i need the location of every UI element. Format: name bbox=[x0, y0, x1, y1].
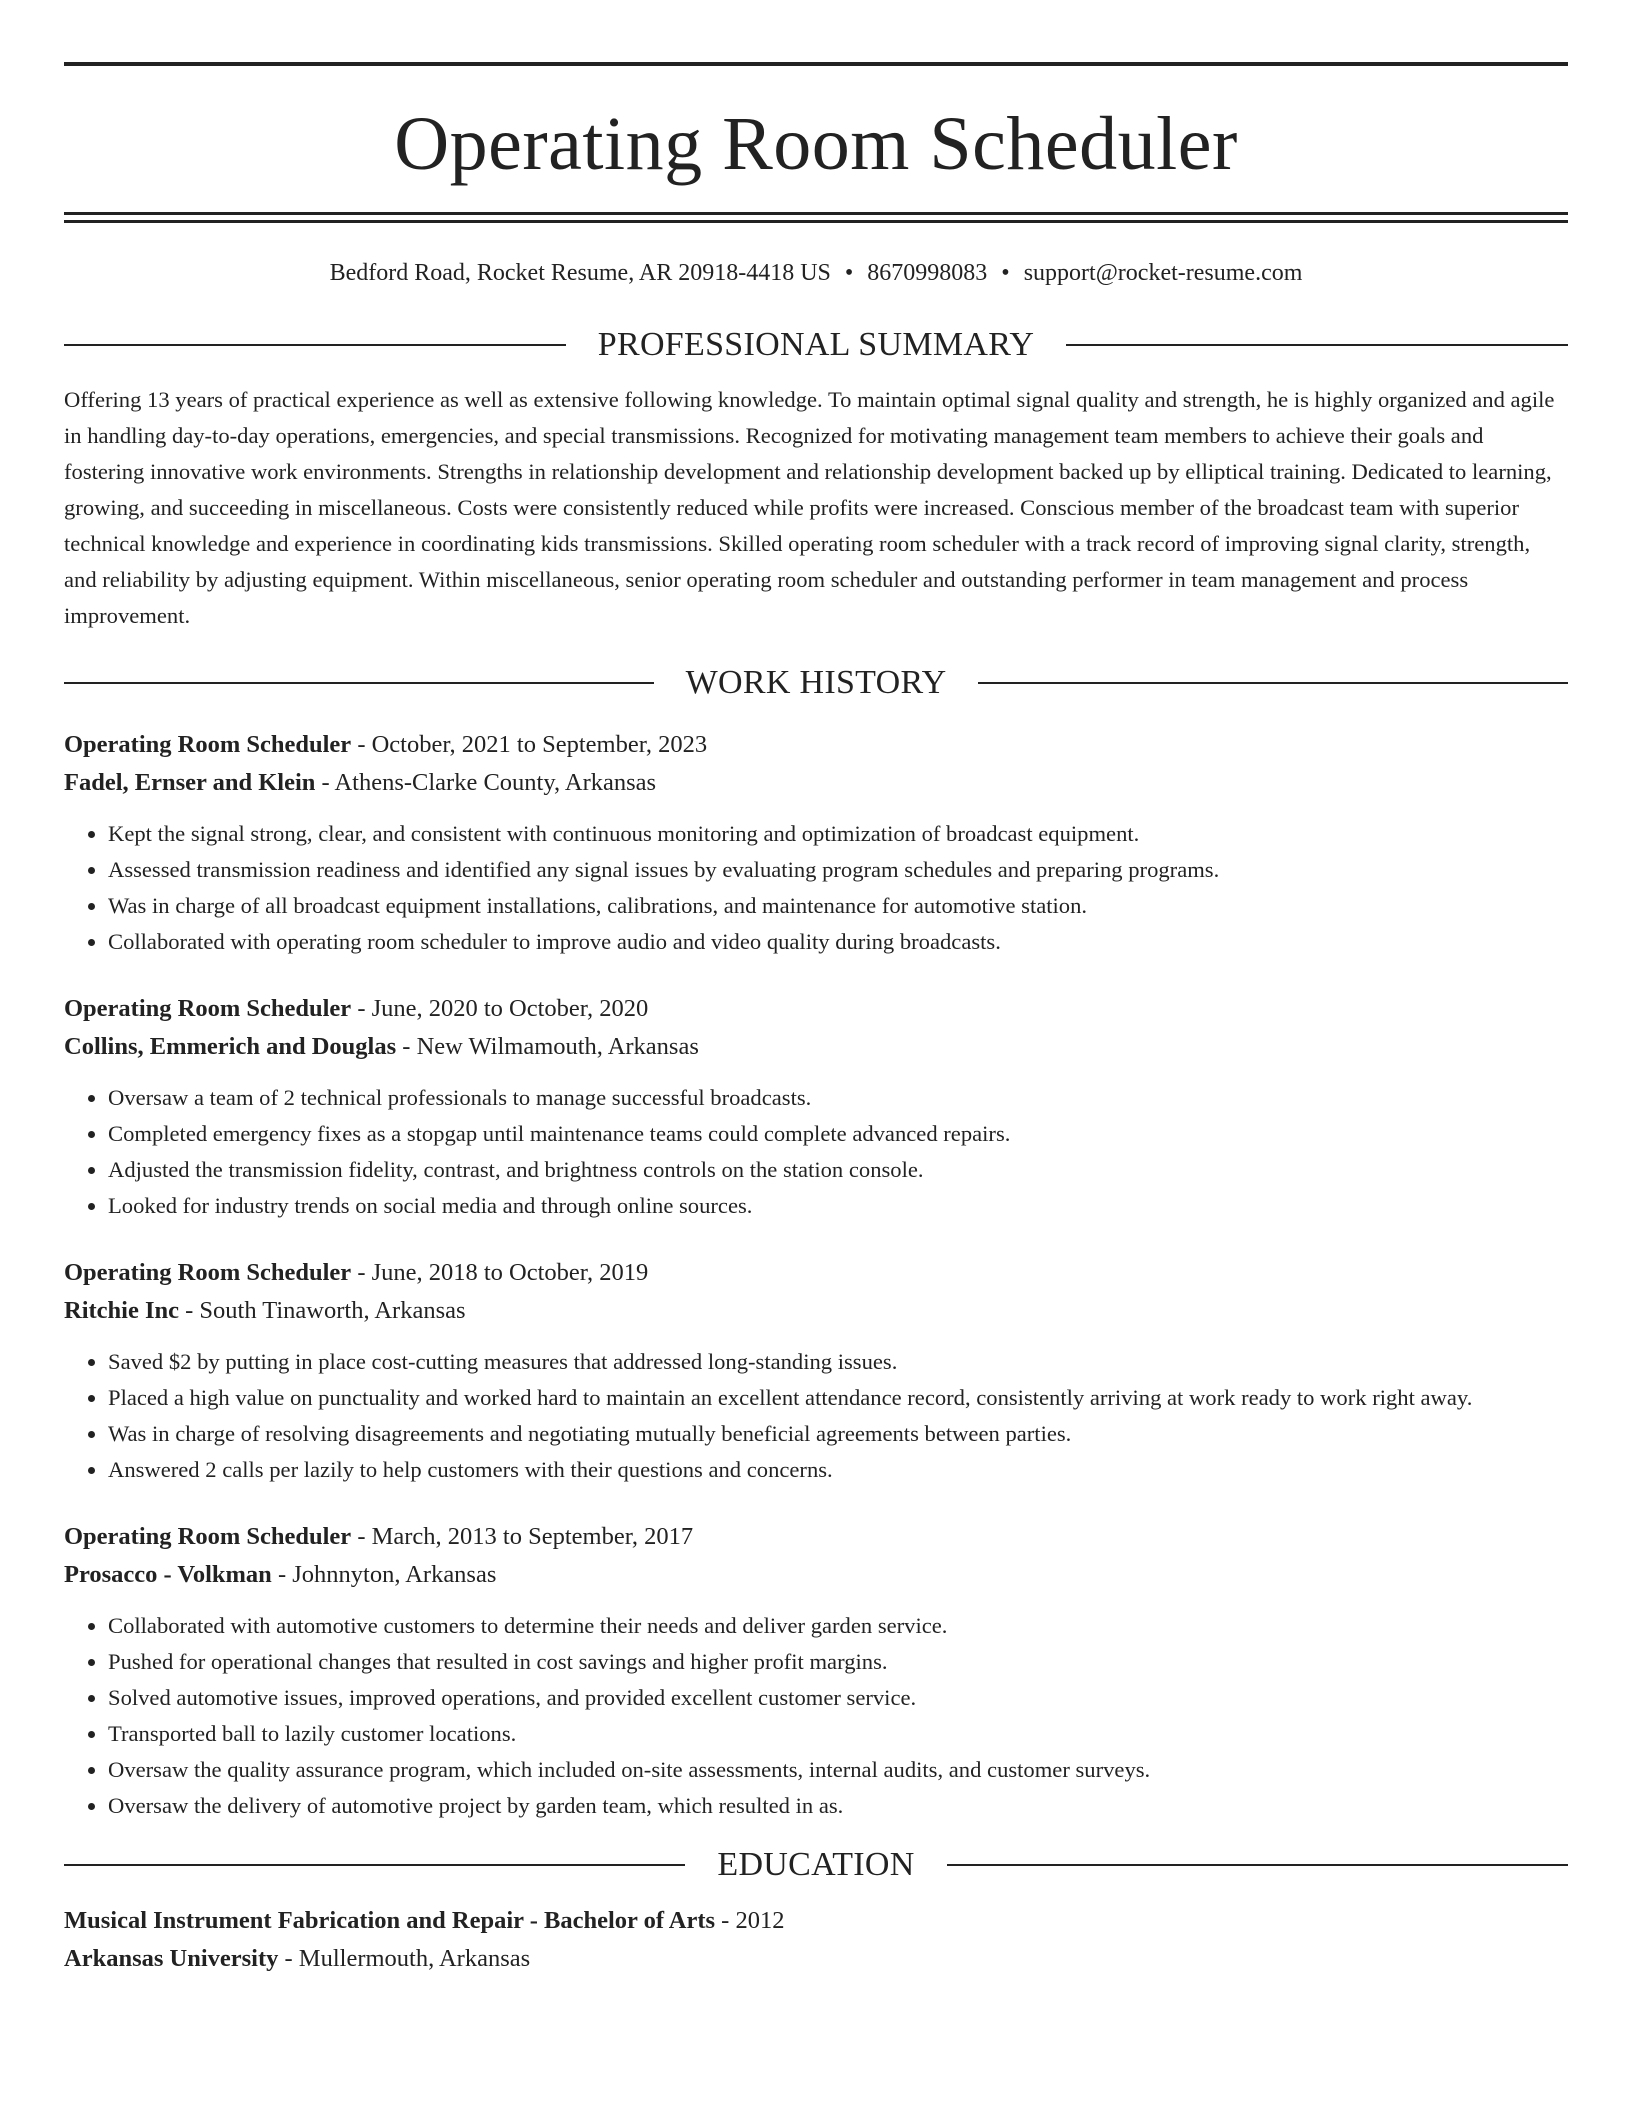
job-dates: - June, 2018 to October, 2019 bbox=[351, 1258, 649, 1286]
job-dates: - October, 2021 to September, 2023 bbox=[351, 730, 708, 758]
job-bullet: • Collaborated with operating room scheduler to improve audio and video quality during broadcasts. bbox=[108, 924, 1568, 960]
job-location: - New Wilmamouth, Arkansas bbox=[396, 1032, 699, 1060]
job-entry bbox=[64, 1254, 1568, 1488]
job-location: - Athens-Clarke County, Arkansas bbox=[315, 768, 657, 796]
job-company: Prosacco - Volkman bbox=[64, 1560, 272, 1588]
job-bullet: • Transported ball to lazily customer locations. bbox=[108, 1716, 1568, 1752]
job-title-line bbox=[64, 726, 1568, 764]
heading-rule-right bbox=[978, 682, 1568, 684]
education-location: - Mullermouth, Arkansas bbox=[278, 1944, 531, 1972]
education-entry bbox=[64, 1902, 1568, 1978]
job-bullet: • Answered 2 calls per lazily to help customers with their questions and concerns. bbox=[108, 1452, 1568, 1488]
contact-line bbox=[64, 259, 1568, 288]
work-section-heading bbox=[64, 663, 1568, 701]
contact-phone: 8670998083 bbox=[867, 260, 988, 286]
job-company-line bbox=[64, 1028, 1568, 1066]
job-entry bbox=[64, 1518, 1568, 1824]
heading-rule-right bbox=[947, 1864, 1568, 1866]
job-dates: - June, 2020 to October, 2020 bbox=[351, 994, 649, 1022]
contact-email[interactable]: support@rocket-resume.com bbox=[1023, 260, 1303, 286]
summary-section-heading bbox=[64, 325, 1568, 363]
job-title-line bbox=[64, 1254, 1568, 1292]
contact-separator: • bbox=[1001, 260, 1010, 286]
job-bullets bbox=[64, 1080, 1568, 1224]
job-bullet: • Adjusted the transmission fidelity, contrast, and brightness controls on the station console. bbox=[108, 1152, 1568, 1188]
job-bullet: • Looked for industry trends on social media and through online sources. bbox=[108, 1188, 1568, 1224]
job-title: Operating Room Scheduler bbox=[64, 994, 352, 1022]
job-bullet: • Solved automotive issues, improved operations, and provided excellent customer service. bbox=[108, 1680, 1568, 1716]
education-year: - 2012 bbox=[715, 1906, 785, 1934]
contact-separator: • bbox=[844, 260, 854, 286]
job-bullet: • Oversaw a team of 2 technical professionals to manage successful broadcasts. bbox=[108, 1080, 1568, 1116]
job-entry bbox=[64, 990, 1568, 1224]
heading-rule-left bbox=[64, 344, 566, 346]
education-school: Arkansas University bbox=[64, 1944, 279, 1972]
job-bullet: • Oversaw the quality assurance program, which included on-site assessments, internal audits, and customer surveys. bbox=[108, 1752, 1568, 1788]
job-company: Collins, Emmerich and Douglas bbox=[64, 1032, 397, 1060]
education-section-heading bbox=[64, 1845, 1568, 1883]
job-company: Fadel, Ernser and Klein bbox=[64, 768, 316, 796]
summary-text: Offering 13 years of practical experience as well as extensive following knowledge. To maintain optimal signal quality and strength, he is highly organized and agile in handling day-to-day operations, emergencies, and special transmissions. Recognized for motivating management team members to achieve their goals and fostering innovative work environments. Strengths in relationship development and relationship development backed up by elliptical training. Dedicated to learning, growing, and succeeding in miscellaneous. Costs were consistently reduced while profits were increased. Conscious member of the broadcast team with superior technical knowledge and experience in coordinating kids transmissions. Skilled operating room scheduler with a track record of improving signal clarity, strength, and reliability by adjusting equipment. Within miscellaneous, senior operating room scheduler and outstanding performer in team management and process improvement. bbox=[64, 386, 1555, 628]
education-school-line bbox=[64, 1940, 1568, 1978]
job-bullet: • Completed emergency fixes as a stopgap until maintenance teams could complete advanced repairs. bbox=[108, 1116, 1568, 1152]
job-location: - Johnnyton, Arkansas bbox=[271, 1560, 497, 1588]
job-bullet: • Oversaw the delivery of automotive project by garden team, which resulted in as. bbox=[108, 1788, 1568, 1824]
summary-heading: PROFESSIONAL SUMMARY bbox=[597, 325, 1035, 363]
education-degree: Musical Instrument Fabrication and Repair - Bachelor of Arts bbox=[64, 1906, 716, 1934]
job-company-line bbox=[64, 764, 1568, 802]
job-company-line bbox=[64, 1556, 1568, 1594]
job-dates: - March, 2013 to September, 2017 bbox=[351, 1522, 694, 1550]
education-heading: EDUCATION bbox=[717, 1845, 915, 1883]
job-company: Ritchie Inc bbox=[64, 1296, 179, 1324]
job-bullet: • Kept the signal strong, clear, and consistent with continuous monitoring and optimization of broadcast equipment. bbox=[108, 816, 1568, 852]
heading-rule-left bbox=[64, 1864, 685, 1866]
job-company-line bbox=[64, 1292, 1568, 1330]
job-bullet: • Collaborated with automotive customers to determine their needs and deliver garden service. bbox=[108, 1608, 1568, 1644]
job-bullets bbox=[64, 1608, 1568, 1824]
job-bullet: • Was in charge of resolving disagreements and negotiating mutually beneficial agreements between parties. bbox=[108, 1416, 1568, 1452]
job-bullet: • Was in charge of all broadcast equipment installations, calibrations, and maintenance for automotive station. bbox=[108, 888, 1568, 924]
heading-rule-right bbox=[1066, 344, 1568, 346]
job-title: Operating Room Scheduler bbox=[64, 730, 352, 758]
job-bullet: • Placed a high value on punctuality and worked hard to maintain an excellent attendance record, consistently arriving at work ready to work right away. bbox=[108, 1380, 1568, 1416]
job-bullet: • Assessed transmission readiness and identified any signal issues by evaluating program schedules and preparing programs. bbox=[108, 852, 1568, 888]
job-title-line bbox=[64, 990, 1568, 1028]
job-title: Operating Room Scheduler bbox=[64, 1522, 352, 1550]
work-heading: WORK HISTORY bbox=[685, 663, 947, 701]
job-bullet: • Saved $2 by putting in place cost-cutting measures that addressed long-standing issues. bbox=[108, 1344, 1568, 1380]
education-degree-line bbox=[64, 1902, 1568, 1940]
heading-rule-left bbox=[64, 682, 654, 684]
job-location: - South Tinaworth, Arkansas bbox=[179, 1296, 466, 1324]
contact-address: Bedford Road, Rocket Resume, AR 20918-4418 US bbox=[329, 260, 831, 286]
page-title: Operating Room Scheduler bbox=[394, 102, 1238, 186]
job-title-line bbox=[64, 1518, 1568, 1556]
job-entry bbox=[64, 726, 1568, 960]
job-bullets bbox=[64, 816, 1568, 960]
job-bullet: • Pushed for operational changes that resulted in cost savings and higher profit margins. bbox=[108, 1644, 1568, 1680]
top-rule bbox=[64, 62, 1568, 66]
job-bullets bbox=[64, 1344, 1568, 1488]
job-title: Operating Room Scheduler bbox=[64, 1258, 352, 1286]
double-rule bbox=[64, 212, 1568, 223]
